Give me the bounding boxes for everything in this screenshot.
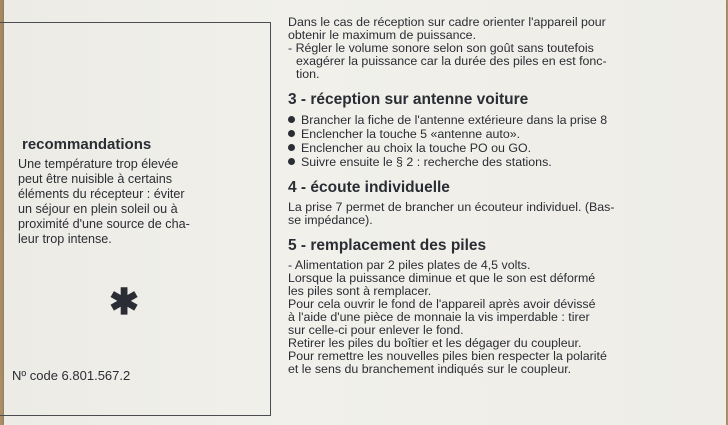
- bullet-icon: [288, 130, 295, 137]
- intro-line: tion.: [296, 67, 320, 81]
- intro-line: obtenir le maximum de puissance.: [288, 28, 477, 42]
- bullet-icon: [288, 158, 295, 165]
- section-5-line: à l'aide d'une pièce de monnaie la vis imperdable : tirer: [288, 310, 590, 324]
- section-5-line: Pour remettre les nouvelles piles bien respecter la polarité: [288, 349, 607, 363]
- section-4-line: se impédance).: [288, 213, 373, 227]
- bullet-icon: [288, 144, 295, 151]
- recommendations-heading: recommandations: [22, 136, 152, 153]
- bullet-item: Enclencher au choix la touche PO ou GO.: [288, 141, 716, 155]
- section-4-title: 4 - écoute individuelle: [288, 179, 450, 196]
- bullet-item: Suivre ensuite le § 2 : recherche des stations.: [288, 155, 716, 169]
- recommendations-text: [18, 157, 263, 247]
- reco-line: un séjour en plein soleil ou à: [18, 202, 178, 216]
- product-code: Nº code 6.801.567.2: [12, 368, 131, 383]
- section-5-line: et le sens du branchement indiqués sur le coupleur.: [288, 362, 572, 376]
- reco-line: leur trop intense.: [18, 232, 112, 246]
- asterisk-icon: ✱: [109, 281, 140, 322]
- section-5-line: les piles sont à remplacer.: [288, 284, 432, 298]
- section-5-line: Lorsque la puissance diminue et que le son est déformé: [288, 271, 596, 285]
- section-5-line: - Alimentation par 2 piles plates de 4,5 volts.: [288, 258, 531, 272]
- section-3-title: 3 - réception sur antenne voiture: [288, 91, 529, 108]
- reco-line: Une température trop élevée: [18, 157, 179, 171]
- section-4-line: La prise 7 permet de brancher un écouteur individuel. (Bas-: [288, 200, 615, 214]
- reco-line: peut être nuisible à certains: [18, 172, 173, 186]
- bullet-icon: [288, 116, 295, 123]
- section-5-line: sur celle-ci pour enlever le fond.: [288, 323, 464, 337]
- instruction-sheet: [4, 0, 726, 425]
- intro-line: Dans le cas de réception sur cadre orienter l'appareil pour: [288, 15, 606, 29]
- section-5-line: Pour cela ouvrir le fond de l'appareil après avoir dévissé: [288, 297, 596, 311]
- reco-line: éléments du récepteur : éviter: [18, 187, 185, 201]
- reco-line: proximité d'une source de cha-: [18, 217, 190, 231]
- intro-line: exagérer la puissance car la durée des piles en est fonc-: [296, 54, 607, 68]
- section-5-title: 5 - remplacement des piles: [288, 237, 487, 254]
- bullet-item: Brancher la fiche de l'antenne extérieure dans la prise 8: [288, 113, 716, 127]
- instructions-column: [288, 16, 716, 376]
- intro-line: - Régler le volume sonore selon son goût sans toutefois: [288, 41, 594, 55]
- bullet-item: Enclencher la touche 5 «antenne auto».: [288, 127, 716, 141]
- section-5-line: Retirer les piles du boîtier et les dégager du coupleur.: [288, 336, 582, 350]
